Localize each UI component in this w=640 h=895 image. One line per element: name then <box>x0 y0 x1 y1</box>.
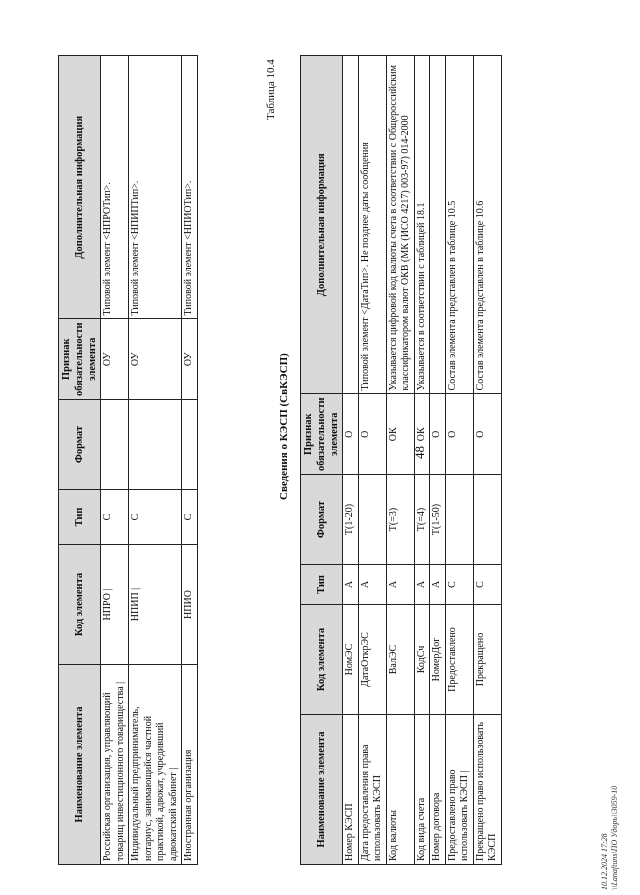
table-cell: О <box>473 394 501 475</box>
table-cell: ДатаОткрЭС <box>358 605 386 715</box>
table-row <box>101 56 129 865</box>
table-cell: Индивидуальный предприниматель, нотариус, занимающийся частной практикой, адвокат, учредивший адвокатский кабинет | <box>129 665 182 865</box>
table-row <box>182 56 198 865</box>
table-cell: ОУ <box>101 319 129 400</box>
table-cell: С <box>445 565 473 605</box>
table-cell <box>430 56 446 394</box>
table-cell: А <box>430 565 446 605</box>
table-cell: Состав элемента представлен в таблице 10.6 <box>473 56 501 394</box>
table-cell: О <box>430 394 446 475</box>
table-cell: Предоставлено право использовать КЭСП | <box>445 715 473 865</box>
table-cell: T(1-50) <box>430 475 446 565</box>
column-header: Признак обязательности элемента <box>59 319 101 400</box>
table-cell <box>343 56 359 394</box>
table-cell: Номер договора <box>430 715 446 865</box>
table-cell: НомерДог <box>430 605 446 715</box>
column-header: Наименование элемента <box>301 715 343 865</box>
column-header: Дополнительная информация <box>301 56 343 394</box>
table-cell: T(1-20) <box>343 475 359 565</box>
table-cell <box>101 400 129 490</box>
table-cell: Российская организация, управляющий товарищ инвестиционного товарищества | <box>101 665 129 865</box>
table-caption: Таблица 10.4 <box>265 59 277 120</box>
table-row <box>430 56 446 865</box>
table-cell: КодСч <box>414 605 430 715</box>
table-cell: НПИО <box>182 545 198 665</box>
table-cell: С <box>129 490 182 545</box>
table-cell: Типовой элемент <ДатаТип>. Не позднее даты сообщения <box>358 56 386 394</box>
column-header: Наименование элемента <box>59 665 101 865</box>
table-cell: С <box>473 565 501 605</box>
table-cell <box>445 475 473 565</box>
column-header: Тип <box>59 490 101 545</box>
table-cell <box>473 475 501 565</box>
table-title: Сведения о КЭСП (СвКЭСП) <box>278 353 290 500</box>
table-cell: Прекращено право использовать КЭСП <box>473 715 501 865</box>
table-cell: Типовой элемент <НПИОТип>. <box>182 56 198 319</box>
table-cell: А <box>343 565 359 605</box>
column-header: Признак обязательности элемента <box>301 394 343 475</box>
table-cell <box>182 400 198 490</box>
table-row <box>414 56 430 865</box>
table-cell: НомЭС <box>343 605 359 715</box>
table-cell <box>129 400 182 490</box>
table-cell: Типовой элемент <НПИПТип>. <box>129 56 182 319</box>
table-cell: А <box>358 565 386 605</box>
table-cell: О <box>343 394 359 475</box>
table-cell: А <box>414 565 430 605</box>
column-header: Формат <box>59 400 101 490</box>
column-header: Код элемента <box>301 605 343 715</box>
table-row <box>386 56 414 865</box>
table-cell: О <box>358 394 386 475</box>
table-cell: С <box>101 490 129 545</box>
table-cell <box>358 475 386 565</box>
table-cell: ВалЭС <box>386 605 414 715</box>
table-cell: О <box>445 394 473 475</box>
elements-table-2 <box>300 55 502 865</box>
table-cell: Указывается в соответствии с таблицей 18.1 <box>414 56 430 394</box>
table-cell: ОК <box>414 394 430 475</box>
table-cell: Указывается цифровой код валюты счета в соответствии с Общероссийским классификатором валют ОКВ (МК (ИСО 4217) 003-97) 014-2000 <box>386 56 414 394</box>
column-header: Тип <box>301 565 343 605</box>
table-cell: Предоставлено <box>445 605 473 715</box>
footer-path: \\Lanaftuns\ПО Удорь\\3059-10 <box>609 785 619 890</box>
page-number: 48 <box>412 446 427 459</box>
column-header: Дополнительная информация <box>59 56 101 319</box>
table-cell: Дата предоставления права использовать КЭСП <box>358 715 386 865</box>
table-cell: ОУ <box>129 319 182 400</box>
column-header: Формат <box>301 475 343 565</box>
column-header: Код элемента <box>59 545 101 665</box>
table-cell: Код валюты <box>386 715 414 865</box>
table-cell: НПРО | <box>101 545 129 665</box>
table-row <box>129 56 182 865</box>
table-row <box>358 56 386 865</box>
elements-table-1 <box>58 55 198 865</box>
table-cell: Код вида счета <box>414 715 430 865</box>
table-row <box>473 56 501 865</box>
table-cell: С <box>182 490 198 545</box>
table-cell: T(=4) <box>414 475 430 565</box>
table-cell: Иностранная организация <box>182 665 198 865</box>
table-cell: НПИП | <box>129 545 182 665</box>
table-row <box>445 56 473 865</box>
table-cell: Номер КЭСП <box>343 715 359 865</box>
footer-timestamp: 10.12.2024 17:28 <box>600 833 609 890</box>
table-cell: ОК <box>386 394 414 475</box>
rotated-landscape-content <box>0 10 640 890</box>
table-cell: Типовой элемент <НПРОТип>. <box>101 56 129 319</box>
table-row <box>343 56 359 865</box>
footer-stamp <box>600 786 619 890</box>
table-cell: Состав элемента представлен в таблице 10.5 <box>445 56 473 394</box>
table-cell: А <box>386 565 414 605</box>
table-cell: Прекращено <box>473 605 501 715</box>
table-cell: T(=3) <box>386 475 414 565</box>
table-cell: ОУ <box>182 319 198 400</box>
